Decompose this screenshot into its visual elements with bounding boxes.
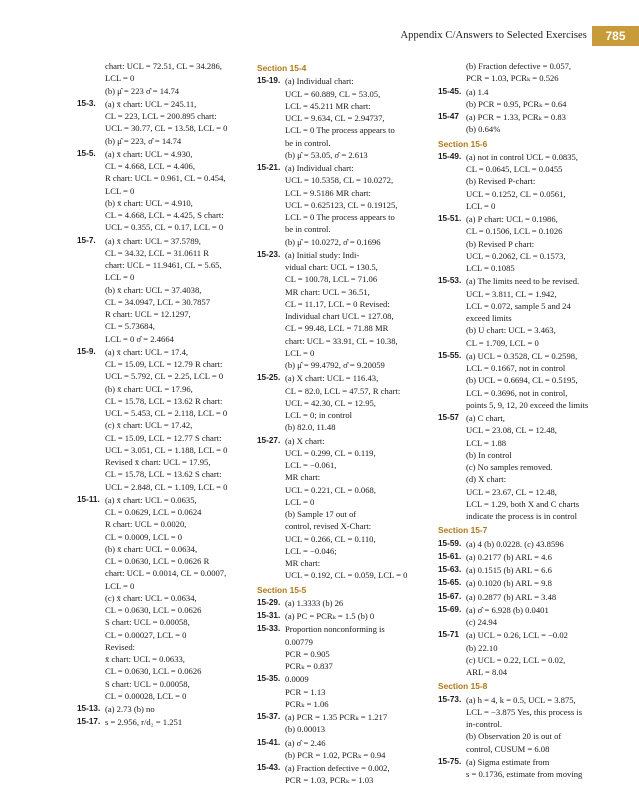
answer-line: LCL = 0 σ̂ = 2.4664 bbox=[105, 333, 174, 344]
answer-line: UCL = 30.77, CL = 13.58, LCL = 0 bbox=[105, 123, 228, 134]
answer-entry bbox=[257, 623, 435, 672]
exercise-number: 15-53. bbox=[438, 276, 462, 286]
answer-body bbox=[466, 591, 624, 603]
answer-line: (b) Observation 20 is out of bbox=[466, 731, 562, 742]
section-heading: Section 15-4 bbox=[257, 63, 307, 73]
answer-body bbox=[466, 213, 624, 274]
answer-line: be in control. bbox=[285, 224, 331, 235]
answer-line: (b) 82.0, 11.48 bbox=[285, 422, 336, 433]
exercise-number: 15-49. bbox=[438, 151, 462, 161]
answer-body bbox=[285, 435, 435, 582]
answer-line: Individual chart UCL = 127.08, bbox=[285, 311, 394, 321]
answer-entry bbox=[77, 716, 242, 728]
answer-entry bbox=[257, 737, 435, 762]
answer-line: CL = 4.668, LCL = 4.406, bbox=[105, 161, 195, 171]
answer-line: LCL = 0.072, sample 5 and 24 bbox=[466, 300, 571, 311]
exercise-number: 15-69. bbox=[438, 604, 462, 614]
answer-line: (a) UCL = 0.3528, CL = 0.2598, bbox=[466, 350, 578, 361]
answer-line: PCR = 1.03, PCRₖ = 0.526 bbox=[466, 73, 559, 84]
answer-body bbox=[466, 551, 624, 563]
answer-line: (a) X chart: UCL = 116.43, bbox=[285, 373, 379, 384]
answer-body bbox=[285, 673, 435, 710]
answer-entry bbox=[257, 610, 435, 622]
answer-entry bbox=[438, 111, 624, 136]
answer-line: (a) 0.1020 (b) ARL = 9.8 bbox=[466, 578, 552, 589]
answer-line: (a) 0.2177 (b) ARL = 4.6 bbox=[466, 551, 552, 562]
answer-entry bbox=[438, 275, 624, 349]
answer-line: CL = 15.78, LCL = 13.62 S chart: bbox=[105, 469, 222, 480]
exercise-number: 15-47 bbox=[438, 112, 459, 121]
answer-line: (b) μ̂ = 223 σ̂ = 14.74 bbox=[105, 85, 180, 96]
answer-line: CL = 5.73684, bbox=[105, 321, 155, 332]
answer-line: points 5, 9, 12, 20 exceed the limits bbox=[466, 399, 589, 410]
answer-line: (a) σ̂ = 6.928 (b) 0.0401 bbox=[466, 604, 549, 615]
answer-line: 0.00779 bbox=[285, 636, 313, 647]
answer-line: LCL = 0 bbox=[105, 185, 135, 196]
exercise-number: 15-63. bbox=[438, 565, 462, 574]
answer-line: CL = 34.0947, LCL = 30.7857 bbox=[105, 296, 211, 307]
answer-body bbox=[105, 235, 242, 345]
exercise-number: 15-31. bbox=[257, 611, 281, 620]
answer-line: CL = 0.00027, LCL = 0 bbox=[105, 629, 187, 640]
answer-entry bbox=[438, 756, 624, 781]
answer-line: CL = 0.1506, LCL = 0.1026 bbox=[466, 226, 563, 237]
answer-line: (b) PCR = 0.95, PCRₖ = 0.64 bbox=[466, 98, 567, 109]
answer-line: UCL = 60.889, CL = 53.05, bbox=[285, 88, 381, 99]
section-heading: Section 15-7 bbox=[438, 525, 488, 536]
answer-entry bbox=[257, 162, 435, 248]
answer-body bbox=[466, 350, 624, 411]
answer-line: (a) h = 4, k = 0.5, UCL = 3.875, bbox=[466, 694, 576, 705]
answer-line: CL = 100.78, LCL = 71.06 bbox=[285, 274, 378, 285]
answer-line: CL = 0.0630, LCL = 0.0626 R bbox=[105, 556, 210, 566]
answer-line: chart: UCL = 72.51, CL = 34.286, bbox=[105, 61, 222, 71]
answers-column-3 bbox=[438, 60, 624, 781]
running-header-title: Appendix C/Answers to Selected Exercises bbox=[400, 30, 587, 41]
exercise-number: 15-33. bbox=[257, 624, 281, 634]
exercise-number: 15-3. bbox=[77, 98, 96, 108]
exercise-number: 15-29. bbox=[257, 597, 281, 607]
answer-body bbox=[105, 346, 242, 493]
answer-line: CL = 0.0630, LCL = 0.0626 bbox=[105, 605, 202, 615]
answer-line: LCL = 0 bbox=[285, 347, 315, 358]
answer-body bbox=[285, 737, 435, 762]
answer-line: LCL = 1.88 bbox=[466, 437, 507, 448]
answer-line: (a) 1.4 bbox=[466, 86, 489, 97]
answer-line: UCL = 9.634, CL = 2.94737, bbox=[285, 113, 385, 123]
answer-line: UCL = 0.625123, CL = 0.19125, bbox=[285, 199, 398, 210]
exercise-number: 15-73. bbox=[438, 694, 462, 704]
answer-line: chart: UCL = 0.0014, CL = 0.0007, bbox=[105, 568, 227, 579]
exercise-number: 15-5. bbox=[77, 148, 96, 158]
answer-line: R chart: UCL = 12.1297, bbox=[105, 309, 191, 319]
answer-line: LCL = 45.211 MR chart: bbox=[285, 100, 371, 111]
exercise-number: 15-55. bbox=[438, 350, 462, 360]
answer-entry bbox=[77, 148, 242, 234]
answer-body bbox=[285, 623, 435, 672]
answer-entry bbox=[77, 494, 242, 702]
answer-body bbox=[466, 412, 624, 522]
answer-line: (b) Revised P-chart: bbox=[466, 176, 536, 187]
exercise-number: 15-23. bbox=[257, 249, 281, 259]
answer-body bbox=[105, 98, 242, 147]
answer-line: (a) 4 (b) 0.0228. (c) 43.8596 bbox=[466, 538, 564, 549]
answer-body bbox=[285, 597, 435, 609]
answer-line: LCL = 0 bbox=[466, 200, 496, 211]
answer-entry bbox=[257, 711, 435, 736]
answer-line: (a) x̄ chart: UCL = 37.5789, bbox=[105, 235, 201, 246]
answer-line: (a) PCR = 1.35 PCRₖ = 1.217 bbox=[285, 712, 388, 722]
answer-body bbox=[466, 86, 624, 111]
exercise-number: 15-19. bbox=[257, 76, 281, 86]
answer-line: (a) PC = PCRₖ = 1.5 (b) 0 bbox=[285, 611, 375, 621]
answer-line: (a) X chart: bbox=[285, 435, 325, 446]
answer-line: be in control. bbox=[285, 137, 331, 148]
answer-body bbox=[105, 703, 242, 715]
answer-line: (a) UCL = 0.26, LCL = −0.02 bbox=[466, 630, 568, 641]
answer-entry bbox=[438, 564, 624, 576]
answer-line: R chart: UCL = 0.961, CL = 0.454, bbox=[105, 173, 226, 184]
answer-line: (a) The limits need to be revised. bbox=[466, 276, 580, 287]
exercise-number: 15-7. bbox=[77, 235, 96, 245]
answer-line: x̄ chart: UCL = 0.0633, bbox=[105, 654, 185, 664]
continuation-indent bbox=[438, 60, 466, 85]
answer-line: (b) Revised P chart: bbox=[466, 238, 535, 249]
answer-line: (b) μ̂ = 10.0272, σ̂ = 0.1696 bbox=[285, 236, 381, 247]
exercise-number: 15-37. bbox=[257, 712, 281, 721]
answer-line: PCR = 1.03, PCRₖ = 1.03 bbox=[285, 775, 374, 786]
answer-line: CL = 99.48, LCL = 71.88 MR bbox=[285, 323, 389, 334]
answer-entry bbox=[77, 346, 242, 493]
answer-entry bbox=[438, 591, 624, 603]
answer-line: control, CUSUM = 6.08 bbox=[466, 743, 550, 754]
exercise-number: 15-27. bbox=[257, 435, 281, 445]
answer-line: UCL = 3.051, CL = 1.188, LCL = 0 bbox=[105, 444, 228, 455]
answer-line: CL = 15.09, LCL = 12.79 R chart: bbox=[105, 359, 223, 369]
answer-line: UCL = 0.355, CL = 0.17, LCL = 0 bbox=[105, 222, 224, 233]
answer-entry bbox=[438, 350, 624, 411]
page-number-badge: 785 bbox=[592, 26, 639, 46]
exercise-number: 15-75. bbox=[438, 756, 462, 766]
answer-line: (a) Individual chart: bbox=[285, 163, 354, 173]
answers-column-2 bbox=[257, 60, 435, 788]
answer-body bbox=[285, 610, 435, 622]
answer-line: exceed limits bbox=[466, 313, 512, 323]
answer-entry bbox=[257, 372, 435, 433]
answer-body bbox=[105, 716, 242, 728]
answers-column-1 bbox=[77, 60, 242, 730]
answer-line: CL = 15.09, LCL = 12.77 S chart: bbox=[105, 432, 222, 443]
answer-line: CL = 1.709, LCL = 0 bbox=[466, 337, 539, 348]
answer-line: LCL = 0.3696, not in control, bbox=[466, 387, 568, 398]
answer-line: CL = 223, LCL = 200.895 chart: bbox=[105, 111, 217, 121]
answer-line: CL = 0.0630, LCL = 0.0626 bbox=[105, 666, 202, 677]
answer-line: UCL = 0.192, CL = 0.059, LCL = 0 bbox=[285, 570, 408, 581]
answer-line: (a) Sigma estimate from bbox=[466, 756, 550, 767]
answer-line: Proportion nonconforming is bbox=[285, 624, 385, 635]
answer-line: UCL = 5.453, CL = 2.118, LCL = 0 bbox=[105, 408, 228, 418]
answer-line: (c) x̄ chart: UCL = 17.42, bbox=[105, 420, 193, 431]
answer-entry bbox=[438, 86, 624, 111]
answer-line: LCL = 0 bbox=[105, 73, 135, 84]
answer-line: CL = 34.32, LCL = 31.0611 R bbox=[105, 247, 209, 258]
answer-line: LCL = 0; in control bbox=[285, 410, 353, 420]
answer-line: (a) σ̂ = 2.46 bbox=[285, 737, 326, 748]
answer-line: (c) No samples removed. bbox=[466, 462, 553, 472]
answer-line: CL = 11.17, LCL = 0 Revised: bbox=[285, 298, 390, 309]
exercise-number: 15-51. bbox=[438, 214, 462, 223]
answer-line: chart: UCL = 11.9461, CL = 5.65, bbox=[105, 260, 222, 270]
answer-body bbox=[466, 111, 624, 136]
answer-line: LCL = −0.046; bbox=[285, 545, 337, 556]
answer-body bbox=[285, 762, 435, 787]
answer-line: LCL = −3.875 Yes, this process is bbox=[466, 706, 583, 717]
answer-line: (b) In control bbox=[466, 449, 512, 460]
answer-line: CL = 15.78, LCL = 13.62 R chart: bbox=[105, 395, 223, 406]
answer-body bbox=[105, 494, 242, 702]
answer-line: UCL = 2.848, CL = 1.109, LCL = 0 bbox=[105, 481, 228, 492]
exercise-number: 15-61. bbox=[438, 551, 462, 561]
answer-entry bbox=[438, 629, 624, 678]
answer-line: 0.0009 bbox=[285, 674, 309, 685]
answer-line: (b) Fraction defective = 0.057, bbox=[466, 61, 572, 71]
answer-line: (a) Initial study: Indi- bbox=[285, 249, 360, 260]
answer-line: (b) U chart: UCL = 3.463, bbox=[466, 325, 556, 336]
answer-line: (a) Fraction defective = 0.002, bbox=[285, 763, 390, 773]
answer-body bbox=[285, 162, 435, 248]
answer-entry bbox=[438, 412, 624, 522]
answer-entry bbox=[438, 60, 624, 85]
continuation-indent bbox=[77, 60, 105, 97]
answer-entry bbox=[257, 597, 435, 609]
answer-line: LCL = 1.29, both X and C charts bbox=[466, 498, 580, 509]
exercise-number: 15-57 bbox=[438, 413, 459, 422]
answer-line: UCL = 23.67, CL = 12.48, bbox=[466, 486, 557, 497]
answer-line: UCL = 0.1252, CL = 0.0561, bbox=[466, 188, 566, 199]
answer-line: CL = 0.0645, LCL = 0.0455 bbox=[466, 164, 563, 174]
answer-line: UCL = 0.299, CL = 0.119, bbox=[285, 447, 376, 458]
answer-line: (a) x̄ chart: UCL = 4.930, bbox=[105, 148, 193, 159]
answer-entry bbox=[438, 604, 624, 629]
answer-line: (c) 24.94 bbox=[466, 617, 498, 627]
answer-body bbox=[466, 604, 624, 629]
answer-line: (a) x̄ chart: UCL = 0.0635, bbox=[105, 494, 197, 505]
answer-line: UCL = 0.221, CL = 0.068, bbox=[285, 484, 376, 495]
answer-line: (a) 0.2877 (b) ARL = 3.48 bbox=[466, 591, 557, 602]
answer-line: UCL = 10.5358, CL = 10.0272, bbox=[285, 175, 394, 186]
answer-line: (c) x̄ chart: UCL = 0.0634, bbox=[105, 592, 197, 603]
answer-line: CL = 0.0009, LCL = 0 bbox=[105, 531, 183, 542]
answer-line: (b) 0.64% bbox=[466, 124, 501, 135]
answer-line: (b) 22.10 bbox=[466, 642, 498, 653]
section-heading: Section 15-6 bbox=[438, 138, 488, 149]
answer-line: LCL = 0 bbox=[105, 580, 135, 591]
answer-entry bbox=[77, 235, 242, 345]
answer-line: control, revised X-Chart: bbox=[285, 521, 372, 532]
answer-body bbox=[466, 564, 624, 576]
answer-entry bbox=[77, 98, 242, 147]
exercise-number: 15-65. bbox=[438, 578, 462, 588]
answer-line: (d) X chart: bbox=[466, 474, 507, 485]
answer-line: CL = 0.0629, LCL = 0.0624 bbox=[105, 507, 202, 517]
answer-line: (a) x̄ chart: UCL = 17.4, bbox=[105, 346, 189, 357]
answer-entry bbox=[257, 75, 435, 161]
answer-entry bbox=[257, 435, 435, 582]
answer-line: (a) Individual chart: bbox=[285, 76, 354, 87]
answer-line: PCRₖ = 0.837 bbox=[285, 661, 333, 671]
answer-line: UCL = 23.08, CL = 12.48, bbox=[466, 425, 557, 436]
answer-line: indicate the process is in control bbox=[466, 511, 577, 521]
answer-line: s = 2.956, r/d₂ = 1.251 bbox=[105, 717, 183, 728]
answer-body bbox=[105, 148, 242, 234]
answer-line: (b) x̄ chart: UCL = 4.910, bbox=[105, 197, 193, 208]
answer-line: MR chart: UCL = 36.51, bbox=[285, 286, 370, 297]
answer-line: (a) 1.3333 (b) 26 bbox=[285, 597, 344, 608]
answer-line: LCL = −0.061, bbox=[285, 460, 337, 470]
section-heading: Section 15-8 bbox=[438, 681, 488, 692]
answer-body bbox=[466, 151, 624, 212]
exercise-number: 15-67. bbox=[438, 591, 462, 601]
answer-body bbox=[466, 60, 624, 85]
answer-line: CL = 82.0, LCL = 47.57, R chart: bbox=[285, 385, 401, 396]
answer-body bbox=[285, 372, 435, 433]
answer-line: (b) x̄ chart: UCL = 37.4038, bbox=[105, 284, 202, 295]
answer-line: LCL = 0 bbox=[105, 272, 135, 283]
answer-line: (b) μ̂ = 223, σ̂ = 14.74 bbox=[105, 135, 182, 146]
answer-entry bbox=[438, 538, 624, 550]
answer-line: UCL = 42.30, CL = 12.95, bbox=[285, 397, 376, 408]
answer-line: PCR = 1.13 bbox=[285, 686, 326, 697]
exercise-number: 15-25. bbox=[257, 373, 281, 383]
section-heading: Section 15-5 bbox=[257, 584, 307, 595]
answer-line: (a) 2.73 (b) no bbox=[105, 704, 155, 714]
answer-line: (b) x̄ chart: UCL = 17.96, bbox=[105, 383, 193, 394]
answer-line: Revised x̄ chart: UCL = 17.95, bbox=[105, 457, 211, 467]
answer-body bbox=[466, 275, 624, 349]
answer-entry bbox=[257, 249, 435, 372]
exercise-number: 15-71 bbox=[438, 630, 459, 640]
answer-line: LCL = 9.5186 MR chart: bbox=[285, 187, 371, 198]
running-header bbox=[0, 26, 639, 46]
answer-entry bbox=[77, 60, 242, 97]
answer-entry bbox=[257, 762, 435, 787]
answer-line: s = 0.1736, estimate from moving bbox=[466, 769, 583, 779]
answer-line: PCR = 0.905 bbox=[285, 648, 330, 659]
answer-body bbox=[285, 249, 435, 372]
exercise-number: 15-17. bbox=[77, 717, 101, 727]
exercise-number: 15-9. bbox=[77, 346, 96, 356]
answer-line: (c) UCL = 0.22, LCL = 0.02, bbox=[466, 654, 566, 665]
answer-line: chart: UCL = 33.91, CL = 10.38, bbox=[285, 335, 398, 346]
answer-line: UCL = 3.811, CL = 1.942, bbox=[466, 288, 557, 299]
exercise-number: 15-41. bbox=[257, 737, 281, 747]
answer-body bbox=[466, 577, 624, 589]
exercise-number: 15-21. bbox=[257, 163, 281, 172]
answer-body bbox=[466, 694, 624, 755]
answer-line: in-control. bbox=[466, 719, 503, 729]
answer-line: UCL = 0.2062, CL = 0.1573, bbox=[466, 250, 566, 261]
answer-line: S chart: UCL = 0.00058, bbox=[105, 617, 190, 628]
answer-line: LCL = 0 bbox=[285, 496, 315, 507]
answer-line: CL = 0.00028, LCL = 0 bbox=[105, 690, 187, 701]
answer-line: (b) μ̂ = 99.4792, σ̂ = 9.20059 bbox=[285, 360, 385, 370]
answer-entry bbox=[438, 694, 624, 755]
answer-line: LCL = 0 The process appears to bbox=[285, 212, 395, 222]
answer-entry bbox=[438, 577, 624, 589]
answer-line: (b) UCL = 0.6694, CL = 0.5195, bbox=[466, 375, 578, 386]
answer-line: vidual chart: UCL = 130.5, bbox=[285, 262, 378, 272]
answer-body bbox=[105, 60, 242, 97]
answer-entry bbox=[438, 151, 624, 212]
answer-line: (b) 0.00013 bbox=[285, 724, 326, 735]
answer-body bbox=[466, 629, 624, 678]
exercise-number: 15-35. bbox=[257, 674, 281, 684]
answer-entry bbox=[77, 703, 242, 715]
answer-line: ARL = 8.04 bbox=[466, 667, 508, 677]
answer-line: (a) not in control UCL = 0.0835, bbox=[466, 151, 578, 162]
answer-body bbox=[285, 75, 435, 161]
answer-entry bbox=[257, 673, 435, 710]
answer-body bbox=[466, 538, 624, 550]
answer-entry bbox=[438, 551, 624, 563]
answer-line: CL = 4.668, LCL = 4.425, S chart: bbox=[105, 210, 224, 220]
answer-line: UCL = 0.266, CL = 0.110, bbox=[285, 533, 376, 544]
answer-body bbox=[285, 711, 435, 736]
answer-line: LCL = 0 The process appears to bbox=[285, 125, 395, 136]
answer-line: (b) Sample 17 out of bbox=[285, 509, 357, 519]
exercise-number: 15-43. bbox=[257, 763, 281, 772]
answer-line: MR chart: bbox=[285, 472, 321, 483]
exercise-number: 15-59. bbox=[438, 538, 462, 548]
exercise-number: 15-13. bbox=[77, 704, 101, 713]
answer-line: LCL = 0.1085 bbox=[466, 263, 515, 273]
answer-line: (a) 0.1515 (b) ARL = 6.6 bbox=[466, 565, 552, 575]
answer-line: (b) μ̂ = 53.05, σ̂ = 2.613 bbox=[285, 149, 368, 160]
answer-line: R chart: UCL = 0.0020, bbox=[105, 519, 187, 530]
answer-line: (a) C chart, bbox=[466, 413, 505, 423]
answer-line: (b) x̄ chart: UCL = 0.0634, bbox=[105, 543, 198, 554]
answer-line: (a) PCR = 1.33, PCRₖ = 0.83 bbox=[466, 112, 566, 122]
answer-body bbox=[466, 756, 624, 781]
answer-line: LCL = 0.1667, not in control bbox=[466, 363, 566, 373]
exercise-number: 15-45. bbox=[438, 86, 462, 96]
answer-line: S chart: UCL = 0.00058, bbox=[105, 678, 190, 689]
answer-line: Revised: bbox=[105, 641, 136, 652]
answer-line: (b) PCR = 1.02, PCRₖ = 0.94 bbox=[285, 749, 386, 760]
answer-line: UCL = 5.792, CL = 2.25, LCL = 0 bbox=[105, 371, 224, 382]
answer-line: PCRₖ = 1.06 bbox=[285, 698, 329, 709]
answer-line: (a) P chart: UCL = 0.1986, bbox=[466, 214, 558, 224]
answer-line: MR chart: bbox=[285, 558, 321, 568]
answer-line: (a) x̄ chart: UCL = 245.11, bbox=[105, 98, 197, 109]
answer-entry bbox=[438, 213, 624, 274]
exercise-number: 15-11. bbox=[77, 494, 100, 504]
